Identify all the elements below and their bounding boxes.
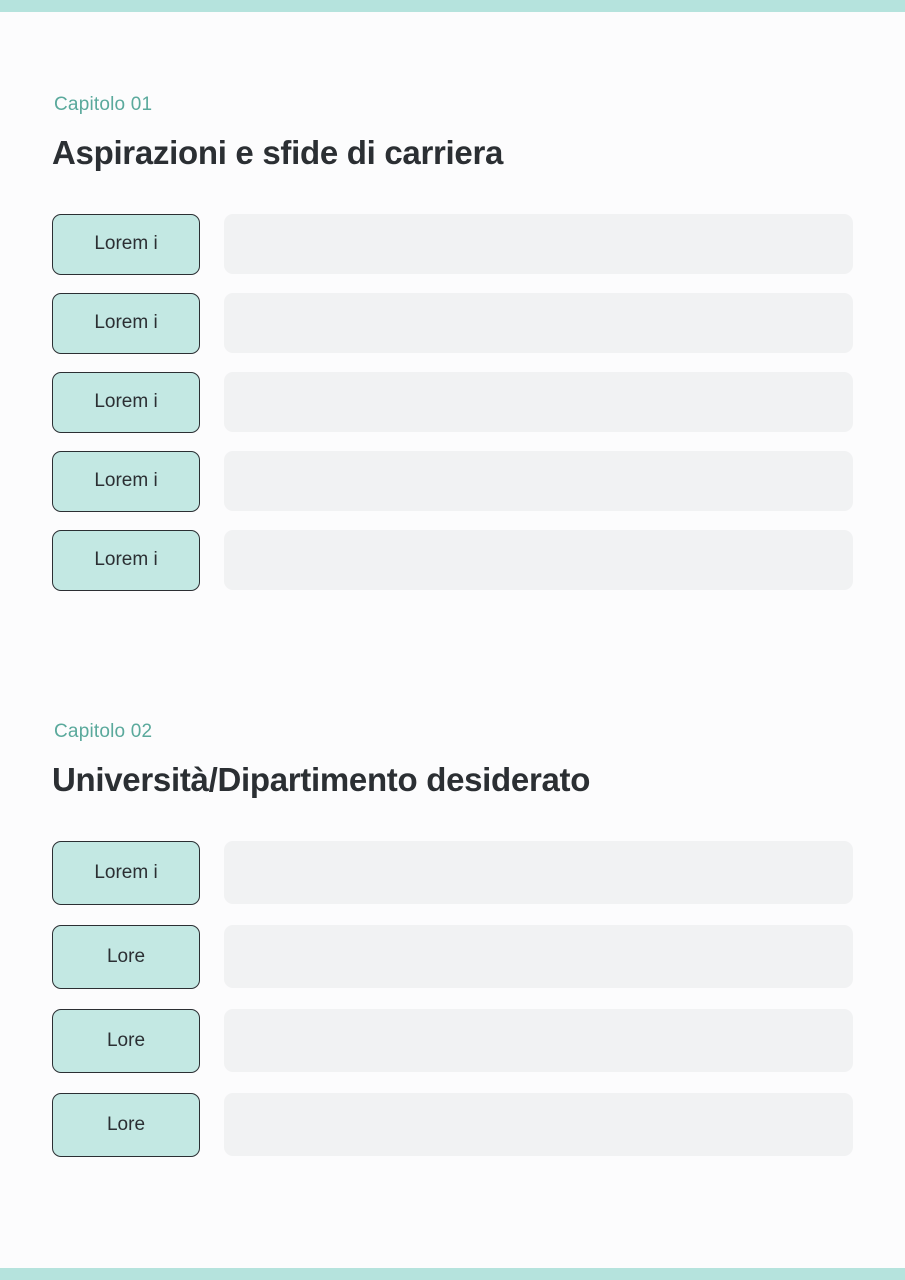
row-label-pill[interactable]: Lore [52, 925, 200, 989]
row-label-pill[interactable]: Lorem i [52, 214, 200, 275]
row-answer-field[interactable] [224, 1009, 853, 1072]
worksheet-row [52, 1009, 853, 1073]
row-label-pill[interactable]: Lorem i [52, 841, 200, 905]
row-answer-field[interactable] [224, 451, 853, 511]
row-answer-field[interactable] [224, 372, 853, 432]
row-label-pill[interactable]: Lore [52, 1093, 200, 1157]
chapter-02-rows [52, 841, 853, 1177]
row-answer-field[interactable] [224, 214, 853, 274]
worksheet-row [52, 293, 853, 354]
bottom-accent-bar [0, 1268, 905, 1280]
worksheet-row [52, 451, 853, 512]
row-answer-field[interactable] [224, 530, 853, 590]
row-answer-field[interactable] [224, 841, 853, 904]
row-answer-field[interactable] [224, 925, 853, 988]
row-label-pill[interactable]: Lorem i [52, 293, 200, 354]
chapter-label-01: Capitolo 01 [54, 94, 153, 115]
row-label-pill[interactable]: Lorem i [52, 530, 200, 591]
row-label-pill[interactable]: Lore [52, 1009, 200, 1073]
worksheet-row [52, 841, 853, 905]
row-answer-field[interactable] [224, 293, 853, 353]
page-content [0, 12, 905, 1268]
top-accent-bar [0, 0, 905, 12]
chapter-title-02: Università/Dipartimento desiderato [52, 761, 591, 798]
row-label-pill[interactable]: Lorem i [52, 372, 200, 433]
chapter-section-01 [52, 94, 853, 591]
worksheet-row [52, 530, 853, 591]
chapter-title-01: Aspirazioni e sfide di carriera [52, 134, 504, 171]
chapter-section-02 [52, 721, 853, 1177]
worksheet-row [52, 925, 853, 989]
chapter-01-rows [52, 214, 853, 591]
row-label-pill[interactable]: Lorem i [52, 451, 200, 512]
chapter-label-02: Capitolo 02 [54, 721, 153, 742]
row-answer-field[interactable] [224, 1093, 853, 1156]
worksheet-row [52, 214, 853, 275]
worksheet-row [52, 1093, 853, 1157]
worksheet-row [52, 372, 853, 433]
